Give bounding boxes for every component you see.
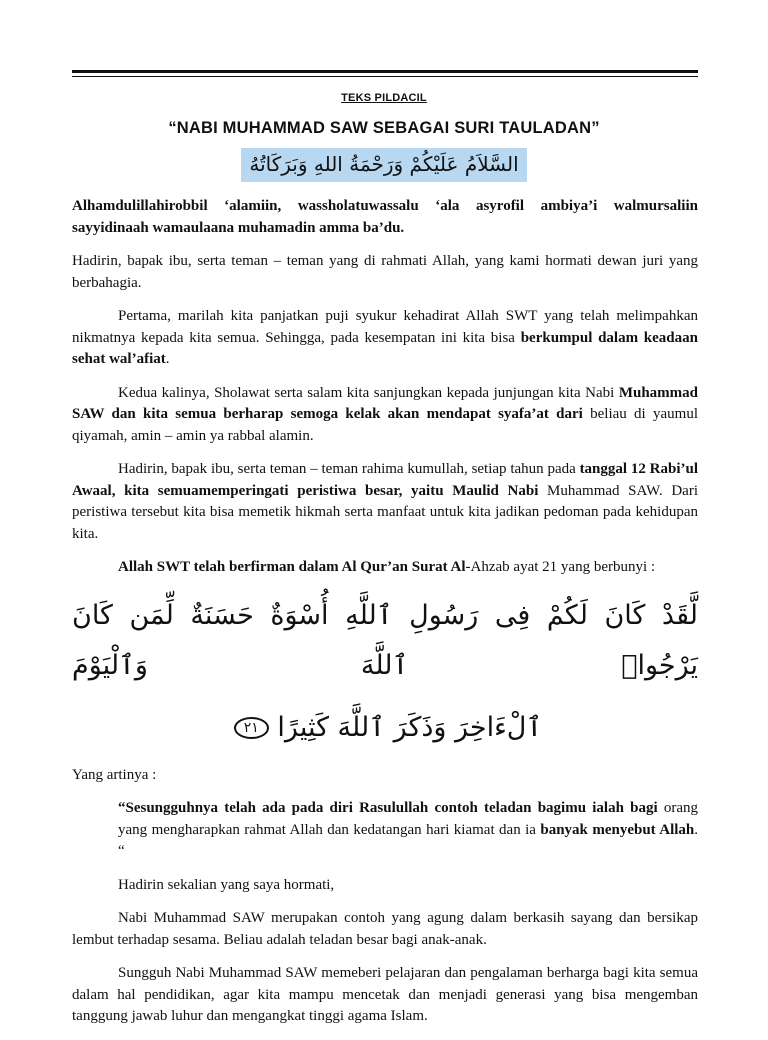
- paragraph-bold-text: berkumpul dalam keadaan sehat wal’afiat: [72, 329, 698, 367]
- paragraph-text: Hadirin, bapak ibu, serta teman – teman rahima kumullah, setiap tahun pada: [118, 461, 580, 477]
- quote-bold-text: banyak menyebut Allah: [540, 821, 695, 838]
- paragraph-text: Muhammad SAW. Dari peristiwa tersebut kita bisa memetik hikmah serta manfaat untuk kita jadikan pedoman pada kehidupan kita.: [72, 482, 698, 542]
- salam-line: [0, 148, 768, 182]
- paragraph-pertama: [72, 306, 698, 371]
- quote-bold-text: “Sesungguhnya telah ada pada diri Rasulullah contoh teladan bagimu ialah bagi: [118, 800, 658, 816]
- quran-verse-text: ٱلْءَاخِرَ وَذَكَرَ ٱللَّهَ كَثِيرًا: [277, 711, 543, 743]
- quran-verse-line-1: لَّقَدْ كَانَ لَكُمْ فِى رَسُولِ ٱللَّهِ أُسْوَةٌ حَسَنَةٌ لِّمَن كَانَ يَرْجُوا۟ ٱللَّهَ وَٱلْيَوْمَ: [72, 599, 698, 681]
- document-label: TEKS PILDACIL: [341, 92, 427, 104]
- ayah-number-marker: ٢١: [234, 717, 269, 739]
- paragraph-bold-text: Muhammad SAW dan kita semua berharap semoga kelak akan mendapat syafa’at dari: [72, 384, 698, 422]
- salam-arabic: السَّلاَمُ عَلَيْكُمْ وَرَحْمَةُ اللهِ وَبَرَكَاتُهُ: [241, 148, 526, 182]
- paragraph-text: Pertama, marilah kita panjatkan puji syukur kehadirat Allah SWT yang telah melimpahkan nikmatnya kepada kita semua. Sehingga, pada kesempatan ini kita bisa: [72, 308, 698, 346]
- quran-verse-line-2: [72, 703, 698, 753]
- greeting-paragraph: Hadirin, bapak ibu, serta teman – teman yang di rahmati Allah, yang kami hormati dewan juri yang berbahagia.: [72, 253, 698, 291]
- top-rule-thick: [72, 70, 698, 73]
- paragraph-bold-text: tanggal 12 Rabi’ul Awaal, kita semuamemperingati peristiwa besar, yaitu Maulid Nabi: [72, 461, 698, 499]
- opening-paragraph: Alhamdulillahirobbil ‘alamiin, wassholatuwassalu ‘ala asyrofil ambiya’i walmursaliin sayyidinaah wamaulaana muhamadin amma ba’du.: [72, 198, 698, 236]
- paragraph-pelajaran: Sungguh Nabi Muhammad SAW memeberi pelajaran dan pengalaman berharga bagi kita semua dalam hal pendidikan, agar kita mampu mencetak dan menjadi generasi yang bisa mengemban tanggung jawab luhur dan mengangkat tinggi agama Islam.: [72, 965, 698, 1024]
- paragraph-text: Kedua kalinya, Sholawat serta salam kita sanjungkan kepada junjungan kita Nabi: [118, 384, 619, 401]
- paragraph-firman: [72, 557, 698, 579]
- translation-quote: [118, 798, 698, 863]
- paragraph-bold-text: Allah SWT telah berfirman dalam Al Qur’an Surat Al: [118, 559, 466, 575]
- translation-intro: Yang artinya :: [72, 766, 157, 783]
- quote-text: . “: [118, 821, 699, 859]
- document-title: “NABI MUHAMMAD SAW SEBAGAI SURI TAULADAN”: [168, 119, 600, 137]
- address-paragraph: Hadirin sekalian yang saya hormati,: [118, 876, 335, 893]
- paragraph-text: beliau di yaumul qiyamah, amin – amin ya rabbal alamin.: [72, 406, 698, 444]
- paragraph-teladan: Nabi Muhammad SAW merupakan contoh yang agung dalam berkasih sayang dan bersikap lembut terhadap sesama. Beliau adalah teladan besar bagi anak-anak.: [72, 910, 698, 948]
- speech-body: [72, 196, 698, 1040]
- paragraph-maulid: [72, 459, 698, 545]
- paragraph-kedua: [72, 383, 698, 448]
- quote-text: orang yang mengharapkan rahmat Allah dan kedatangan hari kiamat dan ia: [118, 800, 698, 838]
- paragraph-text: -Ahzab ayat 21 yang berbunyi :: [465, 559, 656, 575]
- top-rule-thin: [72, 76, 698, 77]
- paragraph-text: .: [165, 351, 170, 367]
